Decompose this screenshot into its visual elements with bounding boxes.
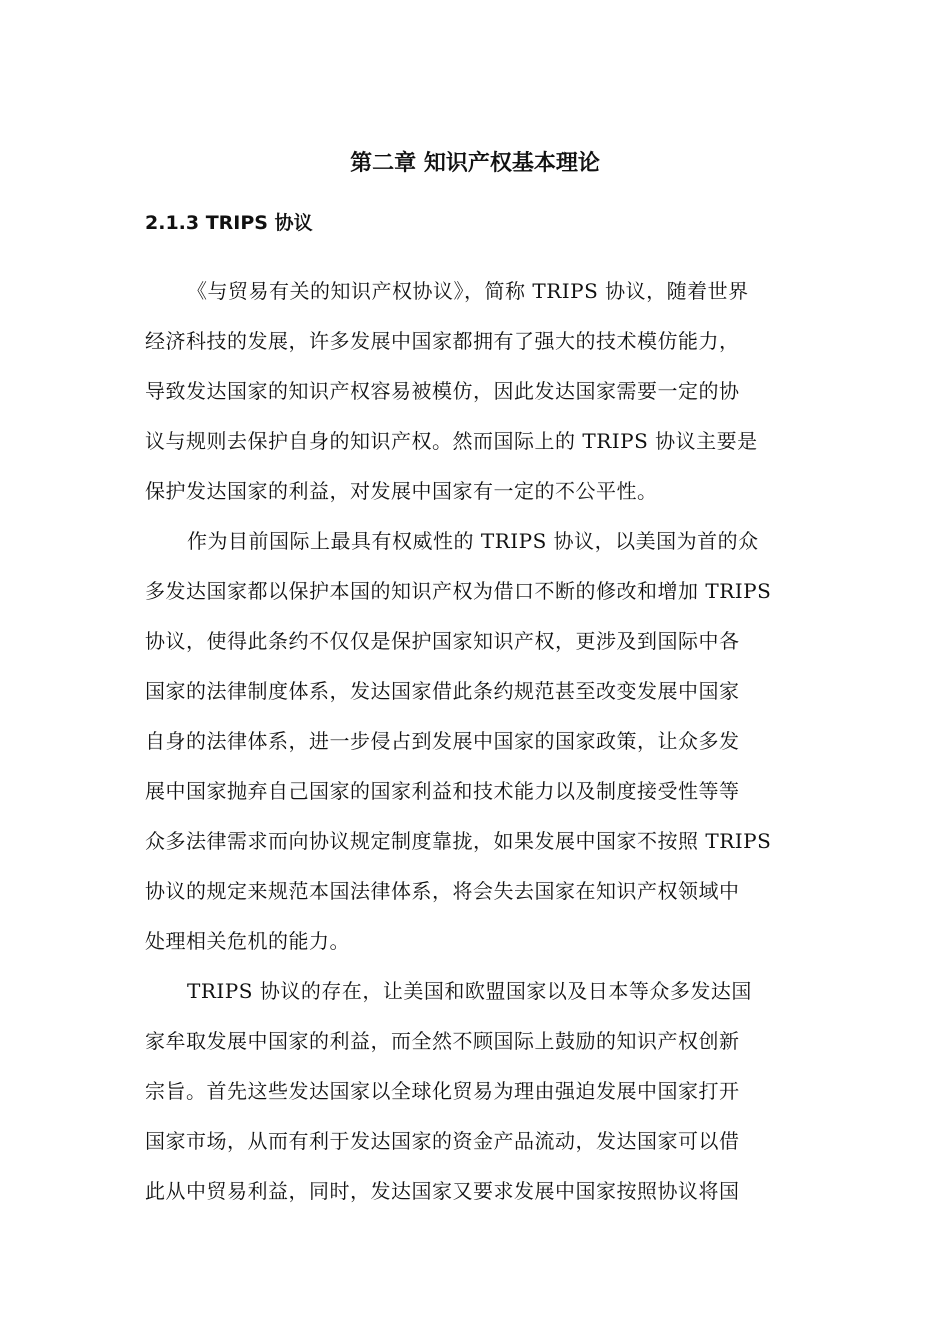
paragraph-line: 众多法律需求而向协议规定制度靠拢，如果发展中国家不按照 TRIPS bbox=[145, 829, 772, 853]
paragraph-line: 自身的法律体系，进一步侵占到发展中国家的国家政策，让众多发 bbox=[145, 729, 740, 753]
paragraph-line: 《与贸易有关的知识产权协议》，简称 TRIPS 协议，随着世界 bbox=[187, 279, 749, 303]
paragraph-3 bbox=[145, 966, 807, 1216]
section-heading: 2.1.3 TRIPS 协议 bbox=[145, 212, 313, 234]
paragraph-line: 展中国家抛弃自己国家的国家利益和技术能力以及制度接受性等等 bbox=[145, 779, 740, 803]
paragraph-line: 经济科技的发展，许多发展中国家都拥有了强大的技术模仿能力， bbox=[145, 329, 740, 353]
paragraph-line: 国家市场，从而有利于发达国家的资金产品流动，发达国家可以借 bbox=[145, 1129, 740, 1153]
paragraph-line: 此从中贸易利益，同时，发达国家又要求发展中国家按照协议将国 bbox=[145, 1179, 740, 1203]
body-text bbox=[145, 266, 807, 1216]
chapter-title: 第二章 知识产权基本理论 bbox=[350, 151, 600, 176]
paragraph-line: 作为目前国际上最具有权威性的 TRIPS 协议，以美国为首的众 bbox=[187, 529, 759, 553]
paragraph-line: 议与规则去保护自身的知识产权。然而国际上的 TRIPS 协议主要是 bbox=[145, 429, 758, 453]
paragraph-line: 导致发达国家的知识产权容易被模仿，因此发达国家需要一定的协 bbox=[145, 379, 740, 403]
paragraph-line: 保护发达国家的利益，对发展中国家有一定的不公平性。 bbox=[145, 479, 658, 503]
paragraph-line: 处理相关危机的能力。 bbox=[145, 929, 350, 953]
paragraph-line: TRIPS 协议的存在，让美国和欧盟国家以及日本等众多发达国 bbox=[187, 979, 752, 1003]
paragraph-line: 家牟取发展中国家的利益，而全然不顾国际上鼓励的知识产权创新 bbox=[145, 1029, 740, 1053]
paragraph-line: 多发达国家都以保护本国的知识产权为借口不断的修改和增加 TRIPS bbox=[145, 579, 772, 603]
paragraph-2 bbox=[145, 516, 807, 966]
paragraph-line: 协议，使得此条约不仅仅是保护国家知识产权，更涉及到国际中各 bbox=[145, 629, 740, 653]
paragraph-line: 协议的规定来规范本国法律体系，将会失去国家在知识产权领域中 bbox=[145, 879, 740, 903]
paragraph-line: 国家的法律制度体系，发达国家借此条约规范甚至改变发展中国家 bbox=[145, 679, 740, 703]
paragraph-line: 宗旨。首先这些发达国家以全球化贸易为理由强迫发展中国家打开 bbox=[145, 1079, 740, 1103]
paragraph-1 bbox=[145, 266, 807, 516]
